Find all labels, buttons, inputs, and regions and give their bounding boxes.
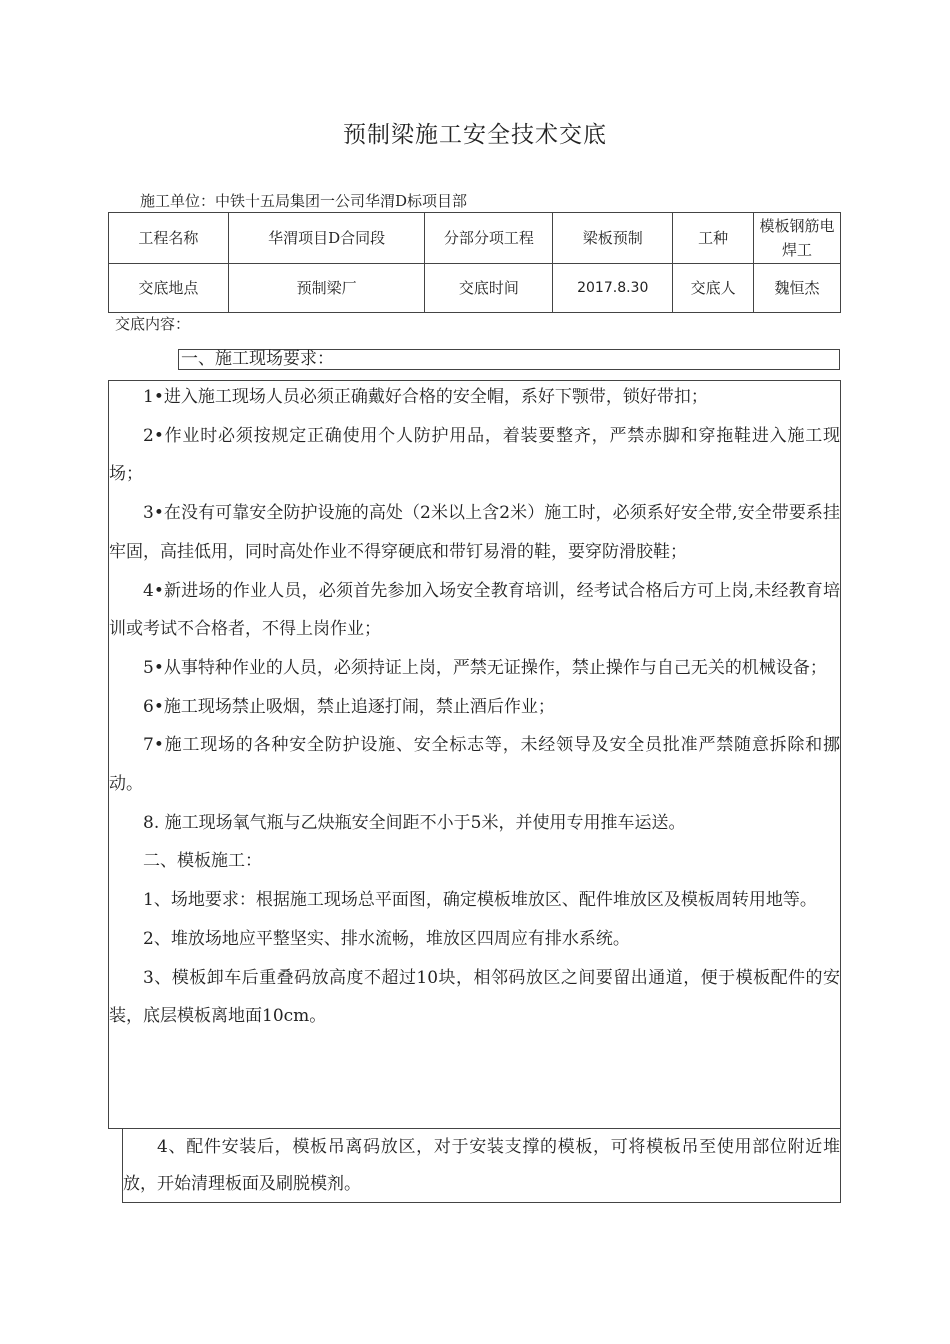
paragraph: 4、配件安装后，模板吊离码放区，对于安装支撑的模板，可将模板吊至使用部位附近堆放，开始清理板面及刷脱模剂。 — [123, 1137, 840, 1194]
value-sub-project: 梁板预制 — [553, 213, 673, 264]
value-project-name: 华渭项目D合同段 — [228, 213, 425, 264]
content-box — [108, 380, 841, 1129]
document-title: 预制梁施工安全技术交底 — [343, 122, 607, 148]
label-briefer: 交底人 — [673, 264, 754, 313]
paragraph: 1、场地要求：根据施工现场总平面图，确定模板堆放区、配件堆放区及模板周转用地等。 — [143, 890, 817, 911]
paragraph: 4•新进场的作业人员，必须首先参加入场安全教育培训，经考试合格后方可上岗,未经教育培训或考试不合格者，不得上岗作业； — [109, 580, 840, 640]
label-briefing-time: 交底时间 — [425, 264, 553, 313]
label-project-name: 工程名称 — [109, 213, 229, 264]
value-briefing-time: 2017.8.30 — [553, 264, 673, 313]
paragraph: 2•作业时必须按规定正确使用个人防护用品，着装要整齐，严禁赤脚和穿拖鞋进入施工现场； — [109, 425, 840, 485]
content-box-continued — [122, 1128, 841, 1203]
paragraph: 1•进入施工现场人员必须正确戴好合格的安全帽，系好下颚带，锁好带扣； — [143, 387, 708, 407]
paragraph: 3•在没有可靠安全防护设施的高处（2米以上含2米）施工时，必须系好安全带,安全带要系挂牢固，高挂低用，同时高处作业不得穿硬底和带钉易滑的鞋，要穿防滑胶鞋； — [109, 503, 840, 562]
label-sub-project: 分部分项工程 — [425, 213, 553, 264]
label-briefing-place: 交底地点 — [109, 264, 229, 313]
table-row — [109, 213, 841, 264]
content-label: 交底内容： — [115, 315, 191, 333]
paragraph: 8. 施工现场氧气瓶与乙炔瓶安全间距不小于5米，并使用专用推车运送。 — [143, 812, 686, 833]
info-table — [108, 212, 841, 313]
paragraph: 7•施工现场的各种安全防护设施、安全标志等，未经领导及安全员批准严禁随意拆除和挪动。 — [109, 735, 840, 795]
paragraph: 6•施工现场禁止吸烟，禁止追逐打闹，禁止酒后作业； — [143, 696, 555, 717]
table-row — [109, 264, 841, 313]
value-work-type: 模板钢筋电焊工 — [754, 213, 841, 264]
construction-unit: 施工单位：中铁十五局集团一公司华渭D标项目部 — [140, 192, 468, 210]
paragraph: 5•从事特种作业的人员，必须持证上岗，严禁无证操作，禁止操作与自己无关的机械设备； — [143, 657, 827, 678]
section-heading: 一、施工现场要求： — [178, 349, 840, 370]
value-briefer: 魏恒杰 — [754, 264, 841, 313]
label-work-type: 工种 — [673, 213, 754, 264]
value-briefing-place: 预制梁厂 — [228, 264, 425, 313]
paragraph: 2、堆放场地应平整坚实、排水流畅，堆放区四周应有排水系统。 — [143, 928, 630, 949]
section-heading: 二、模板施工： — [143, 851, 262, 872]
paragraph: 3、模板卸车后重叠码放高度不超过10块，相邻码放区之间要留出通道，便于模板配件的安装，底层模板离地面10cm。 — [109, 967, 840, 1027]
